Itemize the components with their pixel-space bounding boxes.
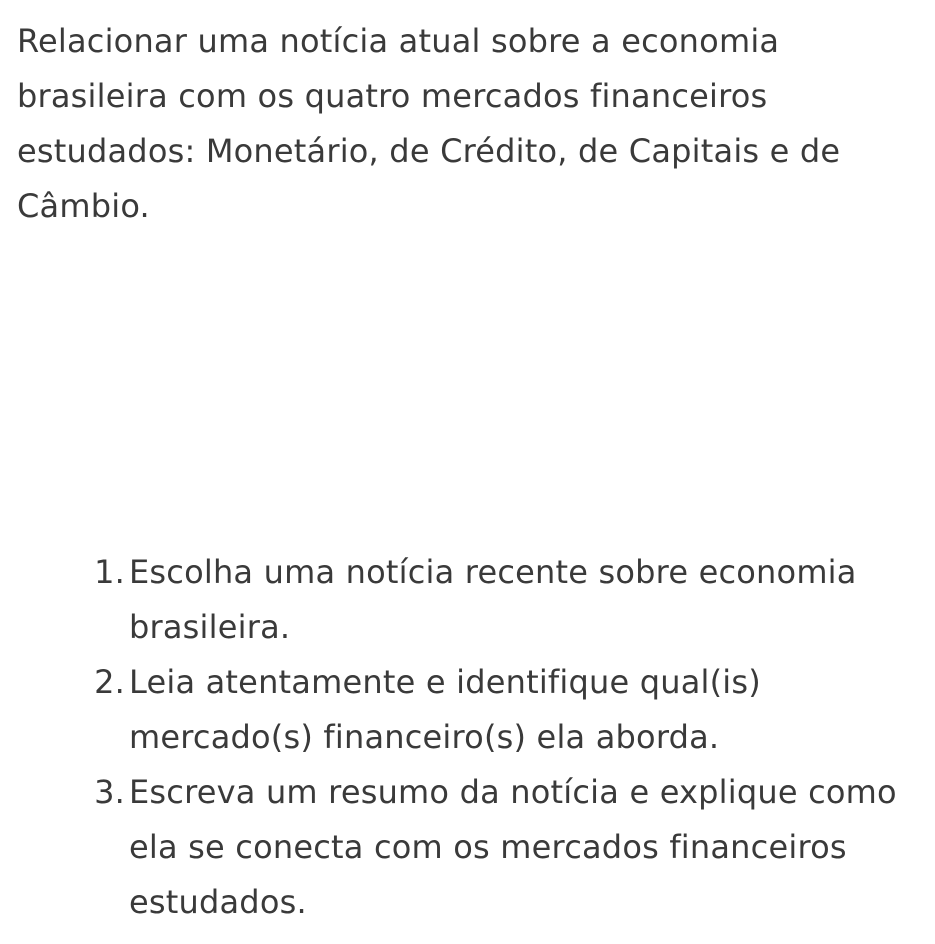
list-item <box>0 765 900 930</box>
list-item-number: 3. <box>94 773 125 811</box>
list-item <box>0 655 900 765</box>
list-item-number: 1. <box>94 553 125 591</box>
task-description: Relacionar uma notícia atual sobre a economia brasileira com os quatro mercados financeiros estudados: Monetário, de Crédito, de Capitais e de Câmbio. <box>17 22 841 225</box>
list-item-number: 2. <box>94 663 125 701</box>
list-item-text: Escreva um resumo da notícia e explique como ela se conecta com os mercados financeiros estudados. <box>129 773 897 921</box>
list-item <box>0 545 900 655</box>
instruction-list <box>0 545 900 930</box>
list-item-text: Escolha uma notícia recente sobre economia brasileira. <box>129 553 857 646</box>
list-item-text: Leia atentamente e identifique qual(is) mercado(s) financeiro(s) ela aborda. <box>129 663 761 756</box>
